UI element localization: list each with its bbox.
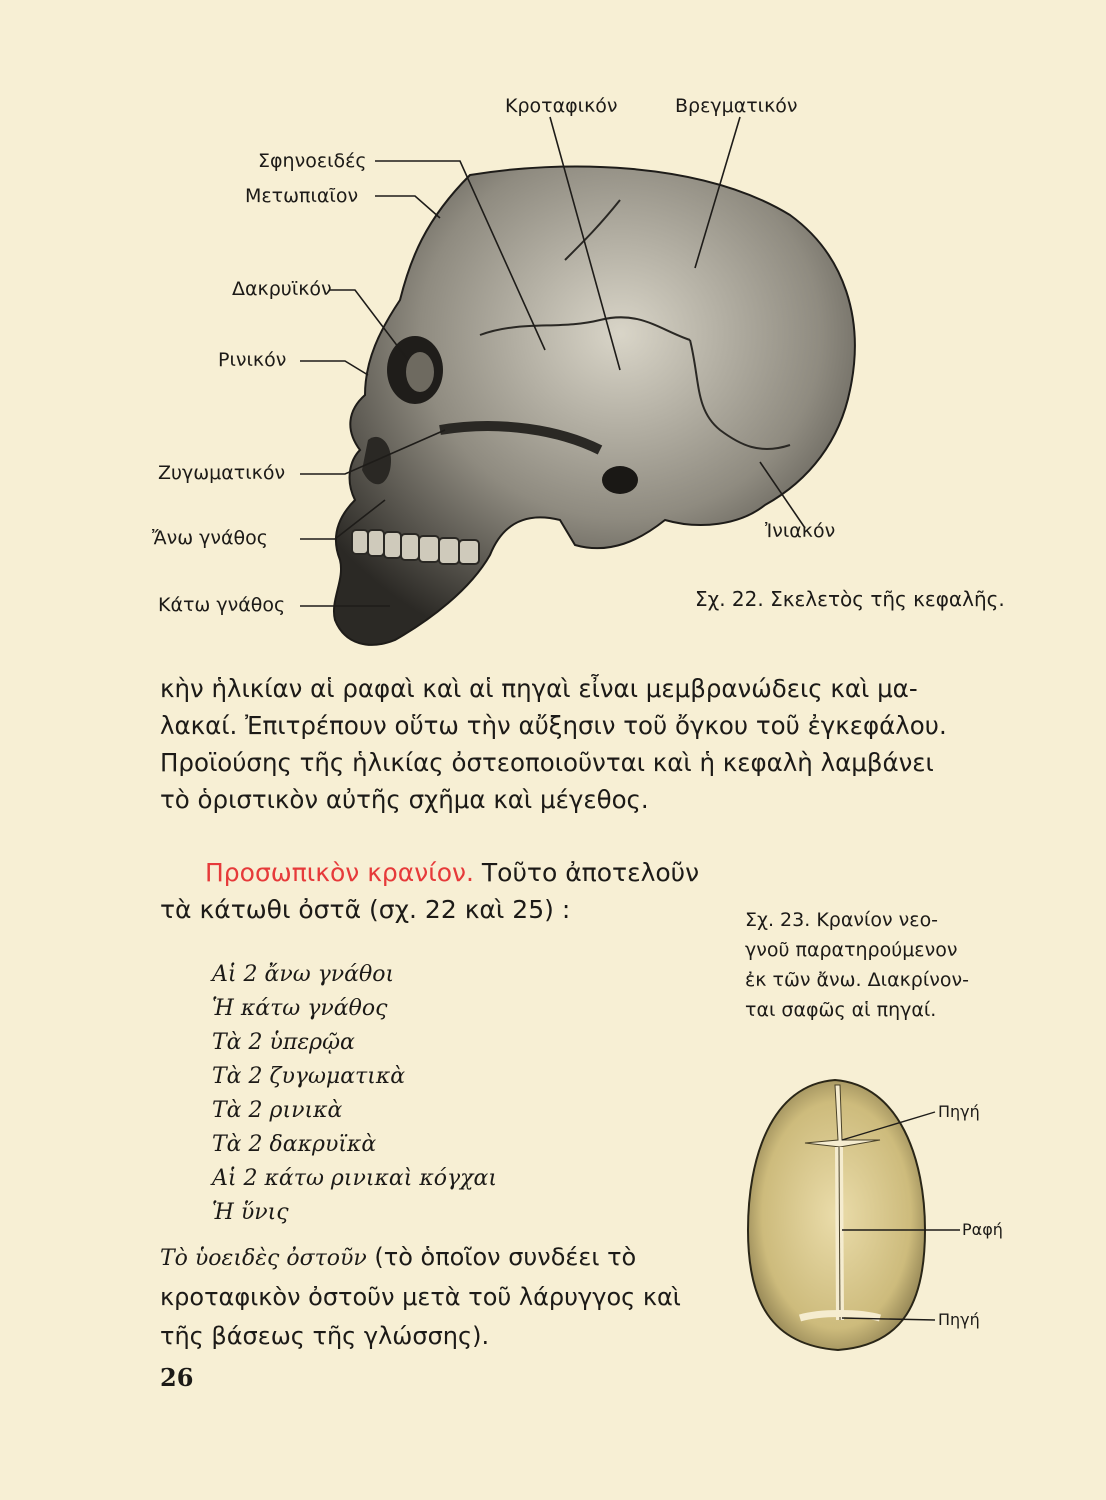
- label-zygomatic: Ζυγωματικόν: [158, 462, 286, 484]
- label-fontanelle-top: Πηγή: [938, 1102, 980, 1121]
- list-item: Τὰ 2 δακρυϊκὰ: [212, 1132, 377, 1157]
- label-temporal: Κροταφικόν: [505, 95, 618, 117]
- bone-list: [212, 958, 497, 1230]
- list-item: Αἱ 2 κάτω ρινικαὶ κόγχαι: [212, 1166, 497, 1191]
- label-nasal: Ρινικόν: [218, 349, 287, 371]
- label-suture: Ραφή: [962, 1220, 1003, 1239]
- skull-lateral-illustration: [300, 117, 855, 645]
- label-upper-jaw: Ἄνω γνάθος: [152, 527, 268, 549]
- list-item: Τὰ 2 ζυγωματικὰ: [212, 1064, 406, 1089]
- list-item: Ἡ κάτω γνάθος: [212, 996, 388, 1021]
- section-heading: [205, 858, 699, 887]
- paragraph-line: λακαί. Ἐπιτρέπουν οὕτω τὴν αὔξησιν τοῦ ὄγκου τοῦ ἐγκεφάλου.: [160, 711, 947, 740]
- label-occipital: Ἰνιακόν: [765, 520, 836, 542]
- hyoid-text: (τὸ ὁποῖον συνδέει τὸ: [374, 1243, 637, 1271]
- newborn-skull-top-illustration: [748, 1080, 960, 1350]
- caption-line: γνοῦ παρατηρούμενον: [745, 939, 958, 961]
- hyoid-term: Τὸ ὑοειδὲς ὀστοῦν: [160, 1246, 367, 1271]
- label-parietal: Βρεγματικόν: [675, 95, 798, 117]
- paragraph-line: Προϊούσης τῆς ἡλικίας ὀστεοποιοῦνται καὶ ἡ κεφαλὴ λαμβάνει: [160, 748, 934, 777]
- label-frontal: Μετωπιαῖον: [245, 185, 359, 207]
- list-item: Αἱ 2 ἄνω γνάθοι: [212, 962, 395, 987]
- hyoid-paragraph: [160, 1238, 681, 1356]
- section-title: Προσωπικὸν κρανίον.: [205, 858, 474, 887]
- paragraph-line: τῆς βάσεως τῆς γλώσσης).: [160, 1322, 490, 1350]
- label-lacrimal: Δακρυϊκόν: [232, 278, 332, 300]
- caption-line: ἐκ τῶν ἄνω. Διακρίνον-: [745, 969, 969, 991]
- list-item: Ἡ ὕνις: [212, 1200, 289, 1225]
- caption-line: Σχ. 23. Κρανίον νεο-: [745, 909, 939, 931]
- section-heading-rest: Τοῦτο ἀποτελοῦν: [481, 858, 700, 887]
- figure22-caption: Σχ. 22. Σκελετὸς τῆς κεφαλῆς.: [695, 587, 1005, 611]
- label-sphenoid: Σφηνοειδές: [258, 150, 367, 172]
- label-lower-jaw: Κάτω γνάθος: [158, 594, 286, 616]
- list-item: Τὰ 2 ὑπερῷα: [212, 1030, 355, 1055]
- paragraph-line: κὴν ἡλικίαν αἱ ραφαὶ καὶ αἱ πηγαὶ εἶναι μεμβρανώδεις καὶ μα-: [160, 674, 918, 703]
- section-intro: τὰ κάτωθι ὀστᾶ (σχ. 22 καὶ 25) :: [160, 895, 571, 924]
- list-item: Τὰ 2 ρινικὰ: [212, 1098, 343, 1123]
- page-number: 26: [160, 1363, 194, 1392]
- paragraph-line: κροταφικὸν ὀστοῦν μετὰ τοῦ λάρυγγος καὶ: [160, 1283, 681, 1311]
- body-paragraph: [160, 670, 947, 818]
- caption-line: ται σαφῶς αἱ πηγαί.: [745, 999, 937, 1021]
- label-fontanelle-bottom: Πηγή: [938, 1310, 980, 1329]
- figure23-caption: [745, 905, 969, 1025]
- paragraph-line: τὸ ὁριστικὸν αὐτῆς σχῆμα καὶ μέγεθος.: [160, 785, 649, 814]
